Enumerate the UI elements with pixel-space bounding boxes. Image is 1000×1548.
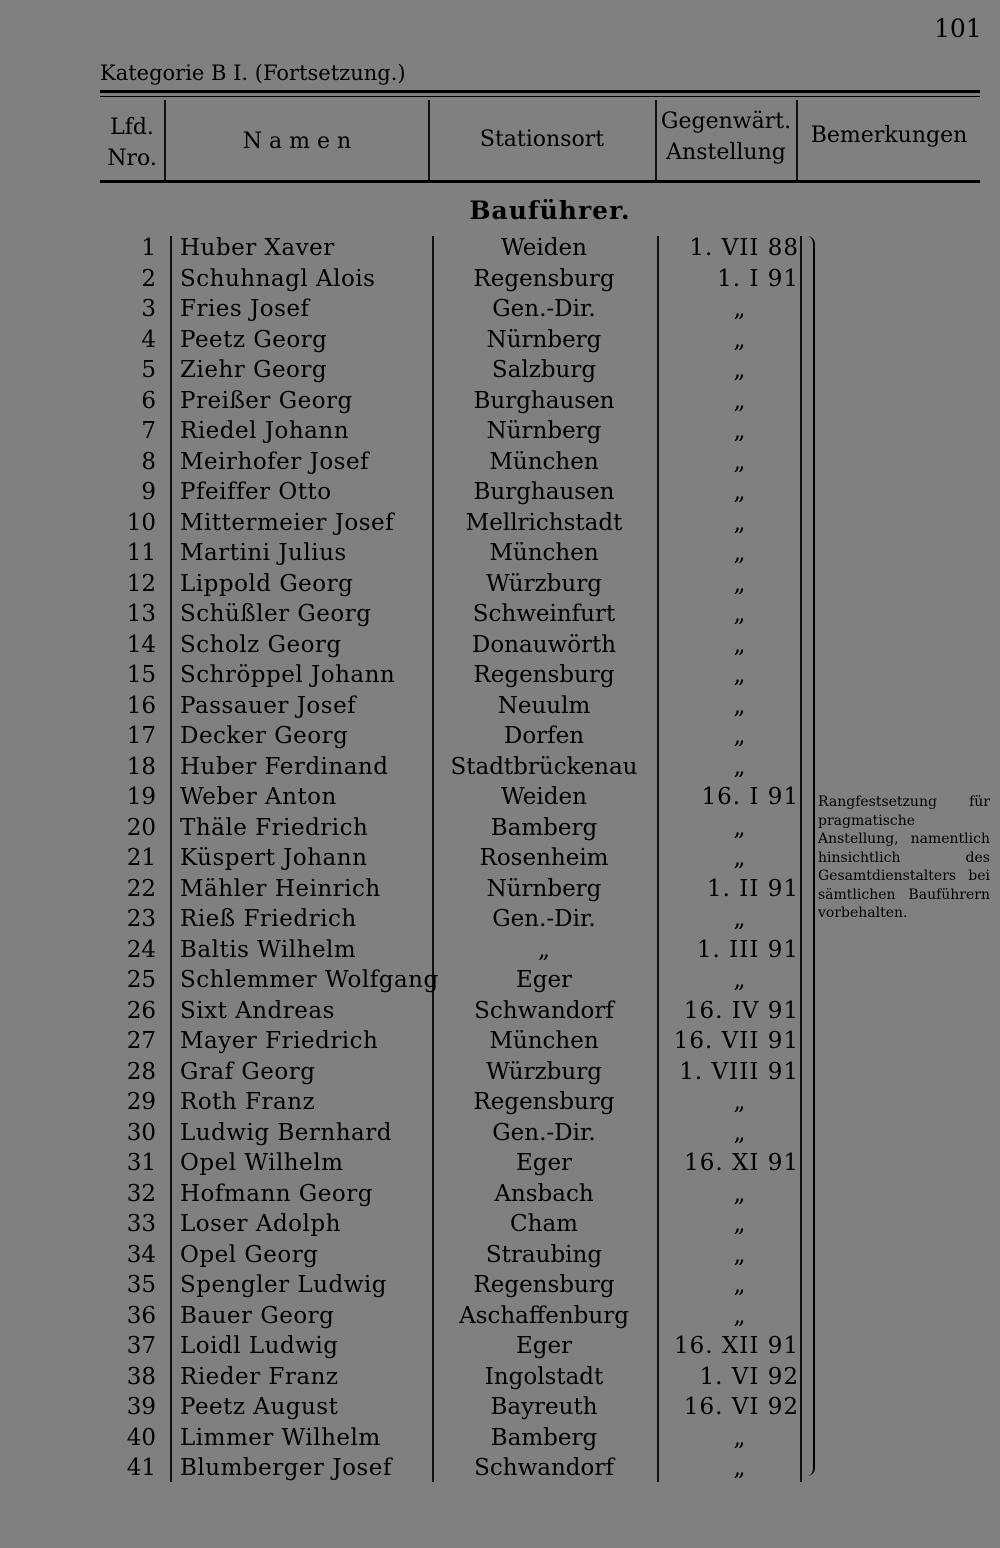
table-row	[0, 1453, 820, 1484]
table-row	[0, 721, 820, 752]
row-station: Burghausen	[473, 479, 615, 505]
row-date: „	[733, 357, 747, 383]
table-row	[0, 355, 820, 386]
row-number: 26	[126, 997, 156, 1024]
row-name: Scholz Georg	[180, 631, 342, 658]
row-name: Preißer Georg	[180, 387, 353, 414]
row-number: 4	[141, 326, 156, 353]
row-station: Cham	[510, 1211, 578, 1237]
table-row	[0, 813, 820, 844]
header-date	[656, 106, 796, 168]
row-name: Schuhnagl Alois	[180, 265, 376, 292]
row-name: Baltis Wilhelm	[180, 936, 357, 963]
row-number: 6	[141, 387, 156, 414]
header-divider	[796, 100, 798, 180]
row-date: „	[733, 1272, 747, 1298]
row-station: Burghausen	[473, 387, 615, 414]
row-name: Riedel Johann	[180, 418, 350, 444]
table-row	[0, 264, 820, 295]
row-number: 28	[126, 1058, 156, 1085]
row-name: Ziehr Georg	[180, 357, 328, 383]
row-date: „	[733, 540, 747, 566]
row-number: 2	[141, 265, 156, 292]
row-date: 16. IV 91	[683, 997, 799, 1024]
row-name: Opel Georg	[180, 1241, 319, 1268]
row-number: 9	[141, 479, 156, 505]
row-name: Bauer Georg	[180, 1302, 335, 1329]
row-date: „	[733, 662, 747, 688]
row-name: Mähler Heinrich	[180, 875, 381, 902]
row-number: 3	[141, 296, 156, 322]
row-station: Gen.-Dir.	[492, 906, 596, 932]
row-station: München	[489, 540, 599, 566]
row-date: „	[733, 1455, 747, 1481]
header-divider	[164, 100, 166, 180]
row-number: 5	[141, 357, 156, 383]
row-date: „	[733, 418, 747, 444]
row-name: Ludwig Bernhard	[180, 1119, 392, 1146]
header-ort: Stationsort	[479, 127, 605, 152]
row-station: Bayreuth	[490, 1394, 598, 1420]
header-date-line2: Anstellung	[666, 140, 786, 165]
row-name: Hofmann Georg	[180, 1180, 373, 1207]
row-number: 17	[126, 723, 156, 749]
row-name: Limmer Wilhelm	[180, 1424, 381, 1451]
row-number: 38	[126, 1363, 156, 1390]
row-station: Neuulm	[497, 692, 591, 719]
table-row	[0, 538, 820, 569]
row-station: Gen.-Dir.	[492, 296, 596, 322]
table-row	[0, 477, 820, 508]
table-row	[0, 1026, 820, 1057]
table-row	[0, 1331, 820, 1362]
row-name: Opel Wilhelm	[180, 1150, 344, 1176]
row-name: Küspert Johann	[180, 845, 368, 871]
row-date: 1. III 91	[696, 936, 799, 963]
row-number: 12	[126, 570, 156, 597]
table-row	[0, 416, 820, 447]
row-station: Gen.-Dir.	[492, 1119, 596, 1146]
row-station: Schwandorf	[474, 1455, 614, 1481]
row-date: „	[733, 1119, 747, 1146]
row-date: „	[733, 1424, 747, 1451]
row-date: 16. VII 91	[673, 1028, 799, 1054]
row-date: „	[733, 1241, 747, 1268]
table-row	[0, 1179, 820, 1210]
row-station: Eger	[515, 967, 573, 993]
table-row	[0, 294, 820, 325]
row-date: „	[733, 1302, 747, 1329]
row-name: Peetz August	[180, 1394, 339, 1420]
row-number: 36	[126, 1302, 156, 1329]
row-name: Mittermeier Josef	[180, 509, 395, 536]
row-date: 1. VI 92	[699, 1363, 799, 1390]
row-station: Nürnberg	[486, 326, 602, 353]
row-number: 27	[126, 1028, 156, 1054]
row-name: Lippold Georg	[180, 570, 354, 597]
row-station: Nürnberg	[486, 418, 602, 444]
row-date: „	[733, 814, 747, 841]
row-number: 22	[126, 875, 156, 902]
top-rule	[100, 90, 980, 93]
row-station: Eger	[515, 1150, 573, 1176]
row-name: Pfeiffer Otto	[180, 479, 332, 505]
row-station: Eger	[515, 1333, 573, 1359]
row-number: 25	[126, 967, 156, 993]
row-number: 31	[126, 1150, 156, 1176]
row-station: Rosenheim	[479, 845, 609, 871]
row-number: 39	[126, 1394, 156, 1420]
table-row	[0, 691, 820, 722]
table-row	[0, 1209, 820, 1240]
table-row	[0, 965, 820, 996]
row-number: 14	[126, 631, 156, 658]
table-body	[0, 233, 820, 1484]
row-number: 7	[141, 418, 156, 444]
row-station: Regensburg	[473, 662, 615, 688]
table-row	[0, 630, 820, 661]
table-row	[0, 996, 820, 1027]
row-name: Decker Georg	[180, 723, 349, 749]
header-nr	[100, 112, 164, 174]
row-date: 16. I 91	[701, 784, 799, 810]
row-date: „	[733, 692, 747, 719]
row-station: Bamberg	[490, 1424, 598, 1451]
table-row	[0, 386, 820, 417]
table-row	[0, 1118, 820, 1149]
row-number: 15	[126, 662, 156, 688]
row-name: Peetz Georg	[180, 326, 328, 353]
row-number: 37	[126, 1333, 156, 1359]
row-station: Schwandorf	[474, 997, 614, 1024]
page-number: 101	[934, 14, 982, 43]
row-number: 29	[126, 1089, 156, 1115]
row-number: 16	[126, 692, 156, 719]
header-date-line1: Gegenwärt.	[660, 109, 792, 134]
category-heading: Kategorie B I. (Fortsetzung.)	[100, 61, 406, 85]
table-row	[0, 782, 820, 813]
row-date: 1. I 91	[717, 265, 799, 292]
header-divider	[655, 100, 657, 180]
row-date: „	[733, 967, 747, 993]
row-station: Schweinfurt	[472, 601, 616, 627]
row-name: Rieß Friedrich	[180, 906, 357, 932]
row-date: „	[733, 479, 747, 505]
row-station: München	[489, 1028, 599, 1054]
row-name: Passauer Josef	[180, 692, 357, 719]
row-date: „	[733, 631, 747, 658]
table-row	[0, 1087, 820, 1118]
row-name: Mayer Friedrich	[180, 1028, 379, 1054]
row-number: 18	[126, 753, 156, 780]
row-station: Bamberg	[490, 814, 598, 841]
row-name: Loidl Ludwig	[180, 1333, 339, 1359]
header-bottom-rule	[100, 180, 980, 183]
table-row	[0, 752, 820, 783]
table-row	[0, 904, 820, 935]
row-station: Regensburg	[473, 265, 615, 292]
row-station: Ingolstadt	[484, 1363, 604, 1390]
row-station: Würzburg	[486, 570, 602, 597]
header-nr-line1: Lfd.	[110, 115, 154, 140]
row-name: Schröppel Johann	[180, 662, 396, 688]
row-name: Sixt Andreas	[180, 997, 335, 1024]
section-title: Bauführer.	[469, 196, 631, 225]
row-station: Regensburg	[473, 1089, 615, 1115]
row-date: „	[733, 387, 747, 414]
table-row	[0, 508, 820, 539]
row-number: 19	[126, 784, 156, 810]
row-station: Stadtbrückenau	[450, 753, 638, 780]
table-row	[0, 1057, 820, 1088]
row-date: „	[733, 1211, 747, 1237]
table-row	[0, 874, 820, 905]
row-station: Regensburg	[473, 1272, 615, 1298]
row-station: Ansbach	[494, 1180, 594, 1207]
row-date: „	[733, 1180, 747, 1207]
row-name: Roth Franz	[180, 1089, 316, 1115]
row-station: Straubing	[485, 1241, 603, 1268]
header-remark: Bemerkungen	[810, 123, 968, 148]
row-date: „	[733, 906, 747, 932]
table-row	[0, 1362, 820, 1393]
row-date: 16. XI 91	[684, 1150, 799, 1176]
row-date: „	[733, 1089, 747, 1115]
row-date: 1. II 91	[706, 875, 799, 902]
row-name: Thäle Friedrich	[180, 814, 369, 841]
header-nr-line2: Nro.	[107, 146, 157, 171]
table-row	[0, 1392, 820, 1423]
table-row	[0, 843, 820, 874]
row-date: „	[733, 448, 747, 475]
row-number: 10	[126, 509, 156, 536]
row-date: „	[733, 753, 747, 780]
row-date: „	[733, 326, 747, 353]
row-station: Nürnberg	[486, 875, 602, 902]
row-number: 32	[126, 1180, 156, 1207]
row-date: „	[733, 570, 747, 597]
row-station: Donauwörth	[471, 631, 617, 658]
row-station: Weiden	[501, 784, 587, 810]
row-date: „	[733, 509, 747, 536]
remark-note: Rangfestsetzung für pragmatische Anstellung, namentlich hinsichtlich des Gesamtdienstalters bei sämtlichen Bauführern vorbehalten.	[818, 794, 990, 921]
row-date: 16. XII 91	[673, 1333, 799, 1359]
row-number: 8	[141, 448, 156, 475]
row-number: 40	[126, 1424, 156, 1451]
row-station: Mellrichstadt	[465, 509, 623, 536]
row-date: „	[733, 601, 747, 627]
row-number: 34	[126, 1241, 156, 1268]
table-row	[0, 1240, 820, 1271]
header-divider	[428, 100, 430, 180]
row-number: 20	[126, 814, 156, 841]
row-number: 33	[126, 1211, 156, 1237]
table-row	[0, 233, 820, 264]
row-number: 35	[126, 1272, 156, 1298]
row-name: Weber Anton	[180, 784, 337, 810]
row-station: Aschaffenburg	[459, 1302, 629, 1329]
table-row	[0, 447, 820, 478]
row-name: Rieder Franz	[180, 1363, 339, 1390]
row-date: 16. VI 92	[683, 1394, 799, 1420]
row-name: Spengler Ludwig	[180, 1272, 387, 1298]
row-number: 41	[126, 1455, 156, 1481]
row-name: Graf Georg	[180, 1058, 316, 1085]
row-number: 23	[126, 906, 156, 932]
row-station: Salzburg	[491, 357, 597, 383]
row-number: 21	[126, 845, 156, 871]
row-name: Fries Josef	[180, 296, 310, 322]
row-name: Martini Julius	[180, 540, 347, 566]
row-station: „	[538, 936, 550, 963]
table-row	[0, 599, 820, 630]
row-name: Meirhofer Josef	[180, 448, 370, 475]
row-station: Würzburg	[486, 1058, 602, 1085]
top-rule-thin	[100, 96, 980, 97]
row-number: 24	[126, 936, 156, 963]
row-number: 30	[126, 1119, 156, 1146]
row-date: „	[733, 723, 747, 749]
row-station: Dorfen	[503, 723, 585, 749]
table-row	[0, 1423, 820, 1454]
row-date: 1. VII 88	[689, 235, 799, 261]
row-name: Blumberger Josef	[180, 1455, 392, 1481]
table-row	[0, 569, 820, 600]
row-name: Huber Ferdinand	[180, 753, 389, 780]
table-row	[0, 660, 820, 691]
row-number: 1	[141, 235, 156, 261]
row-name: Huber Xaver	[180, 235, 335, 261]
row-name: Schüßler Georg	[180, 601, 372, 627]
table-row	[0, 1148, 820, 1179]
row-name: Loser Adolph	[180, 1211, 341, 1237]
row-station: München	[489, 448, 599, 475]
header-name: N a m e n	[242, 129, 352, 154]
table-row	[0, 1270, 820, 1301]
row-date: „	[733, 845, 747, 871]
row-station: Weiden	[501, 235, 587, 261]
row-number: 13	[126, 601, 156, 627]
table-row	[0, 1301, 820, 1332]
table-row	[0, 935, 820, 966]
row-number: 11	[126, 540, 156, 566]
table-row	[0, 325, 820, 356]
brace	[803, 236, 815, 1476]
row-name: Schlemmer Wolfgang	[180, 967, 439, 993]
row-date: „	[733, 296, 747, 322]
row-date: 1. VIII 91	[679, 1058, 799, 1085]
